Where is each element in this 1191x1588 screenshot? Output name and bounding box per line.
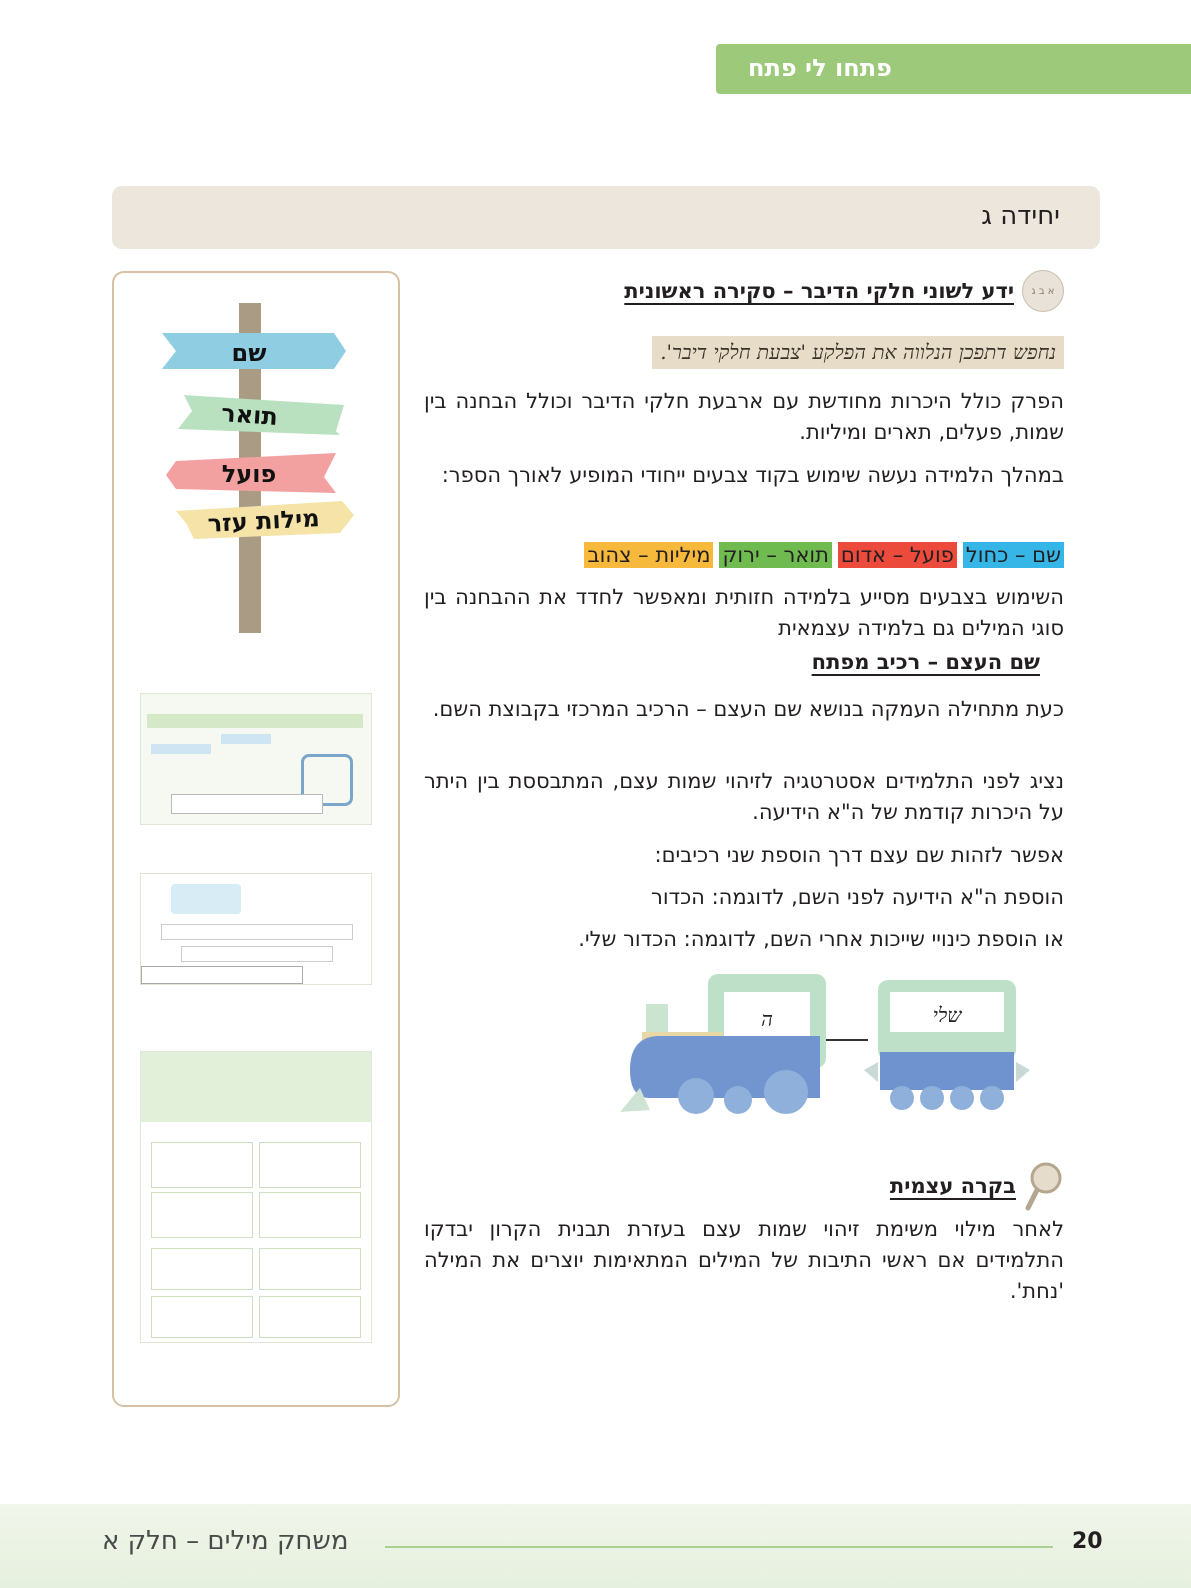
book-title: משחק מילים – חלק א [102, 1526, 349, 1556]
chapter-tab [716, 44, 1191, 94]
worksheet-thumbnail-3 [140, 1051, 372, 1343]
section1-heading-row [624, 270, 1064, 312]
alphabet-icon-text: א ב ג [1031, 285, 1055, 297]
section1-para1: הפרק כולל היכרות מחודשת עם ארבעת חלקי הדיבר וכולל הבחנה בין שמות, פעלים, תארים ומיליות. [424, 389, 1064, 444]
footer-divider [385, 1546, 1053, 1548]
sign-label-2: תואר [220, 399, 279, 431]
engine-word: ה [761, 1007, 773, 1031]
section2-line2: הוספת ה"א הידיעה לפני השם, לדוגמה: הכדור [651, 885, 1064, 909]
handwritten-note: נחפש דתפכן הנלווה את הפלקע 'צבעת חלקי דיבר'. [652, 336, 1064, 369]
chapter-title: פתחו לי פתח [748, 54, 892, 82]
magnifier-icon [1024, 1160, 1064, 1212]
unit-bar [112, 186, 1100, 249]
unit-title: יחידה ג [981, 201, 1060, 231]
sign-label-1: שם [231, 339, 267, 367]
section1-para3: השימוש בצבעים מסייע בלמידה חזותית ומאפשר לחדד את ההבחנה בין סוגי המילים גם בלמידה עצמאית [424, 585, 1064, 640]
footer [0, 1504, 1191, 1588]
carriage-base [880, 1052, 1014, 1090]
color-code-noun: שם – כחול [963, 542, 1064, 568]
alphabet-icon [1022, 270, 1064, 312]
section2-heading: שם העצם – רכיב מפתח [811, 650, 1040, 674]
sign-label-4: מילות עזר [206, 504, 321, 538]
worksheet-thumbnail-2 [140, 873, 372, 985]
train-illustration [620, 970, 1040, 1130]
color-code-verb: פועל – אדום [838, 542, 957, 568]
section1-para2: במהלך הלמידה נעשה שימוש בקוד צבעים ייחודי המופיע לאורך הספר: [441, 463, 1064, 487]
section3-heading: בקרה עצמית [889, 1174, 1016, 1198]
section2-line3: או הוספת כינויי שייכות אחרי השם, לדוגמה: הכדור שלי. [578, 927, 1064, 951]
section2-line1: אפשר לזהות שם עצם דרך הוספת שני רכיבים: [654, 843, 1064, 867]
signpost-illustration [114, 283, 398, 653]
section2-para2: נציג לפני התלמידים אסטרטגיה לזיהוי שמות עצם, המתבססת בין היתר על היכרות קודמת של ה"א הידיעה. [424, 769, 1064, 824]
color-code-adjective: תואר – ירוק [719, 542, 831, 568]
section3-heading-row [890, 1160, 1064, 1212]
section1-heading: ידע לשוני חלקי הדיבר – סקירה ראשונית [624, 279, 1014, 303]
section2-para1: כעת מתחילה העמקה בנושא שם העצם – הרכיב המרכזי בקבוצת השם. [432, 697, 1064, 721]
color-code-particle: מיליות – צהוב [584, 542, 713, 568]
worksheet-thumbnail-1 [140, 693, 372, 825]
sign-label-3: פועל [221, 460, 277, 488]
carriage-word: שלי [932, 1003, 962, 1027]
side-panel [112, 271, 400, 1407]
section3-para: לאחר מילוי משימת זיהוי שמות עצם בעזרת תבנית הקרון יבדקו התלמידים אם ראשי התיבות של המילים המתאימות יוצרים את המילה 'נחת'. [424, 1217, 1064, 1303]
color-code-legend [584, 542, 1064, 568]
page-number: 20 [1072, 1529, 1103, 1554]
